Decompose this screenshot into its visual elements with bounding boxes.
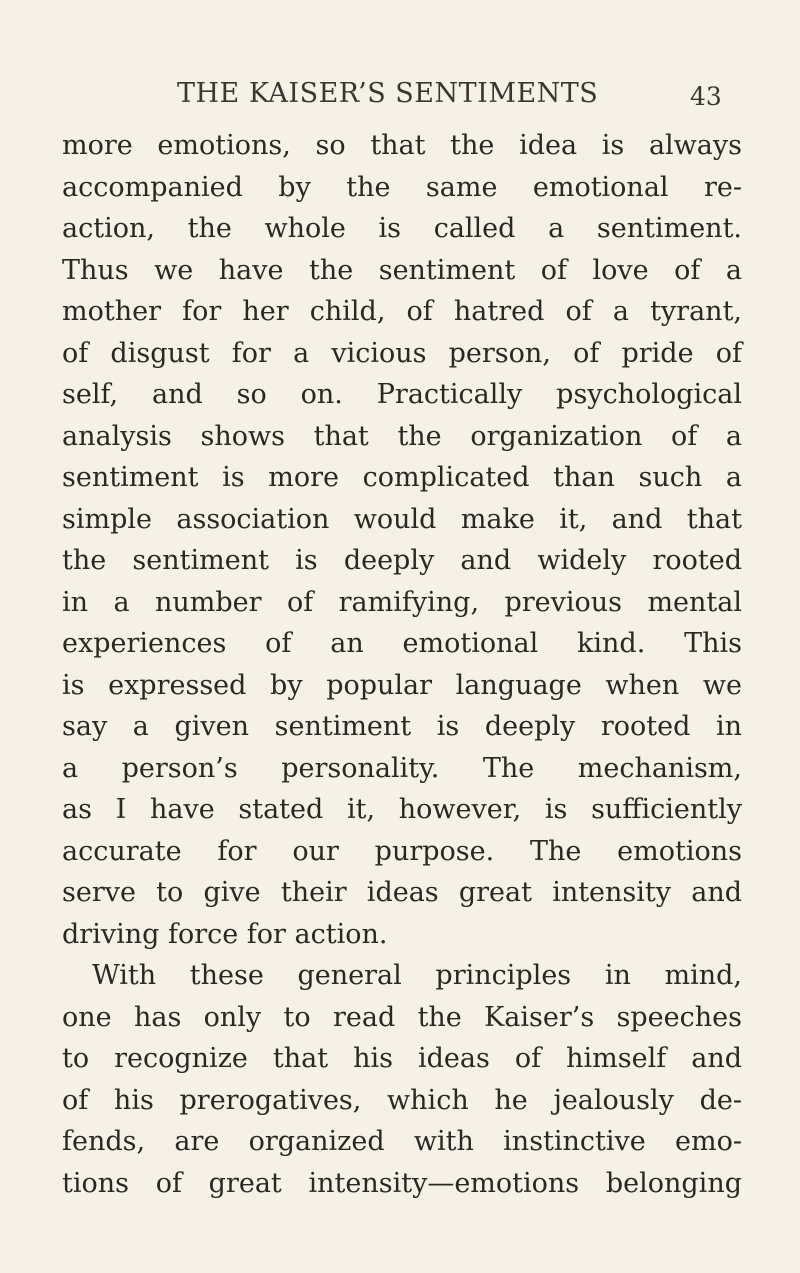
text-line: serve to give their ideas great intensity and (62, 877, 742, 908)
text-line: as I have stated it, however, is sufficiently (62, 794, 742, 825)
text-line: analysis shows that the organization of a (62, 420, 742, 452)
text-line: sentiment is more complicated than such a (62, 462, 742, 493)
running-head: THE KAISER’S SENTIMENTS (177, 78, 599, 109)
body-text (62, 125, 742, 1204)
text-line: more emotions, so that the idea is always (62, 130, 742, 161)
text-line: accompanied by the same emotional re- (62, 171, 742, 203)
text-line: self, and so on. Practically psychological (62, 379, 742, 410)
text-line: action, the whole is called a sentiment. (62, 213, 742, 244)
text-line: Thus we have the sentiment of love of a (62, 254, 742, 286)
text-line: in a number of ramifying, previous mental (62, 586, 742, 618)
text-line: simple association would make it, and that (62, 503, 742, 535)
text-line: tions of great intensity—emotions belonging (62, 1167, 742, 1199)
text-line: With these general principles in mind, (92, 960, 742, 991)
text-line: of disgust for a vicious person, of pride of (62, 337, 742, 369)
text-line: of his prerogatives, which he jealously de- (62, 1084, 742, 1116)
text-line: driving force for action. (62, 918, 388, 950)
text-line: mother for her child, of hatred of a tyrant, (62, 296, 742, 327)
text-line: experiences of an emotional kind. This (62, 628, 742, 659)
text-line: a person’s personality. The mechanism, (62, 752, 742, 784)
text-line: say a given sentiment is deeply rooted in (62, 711, 742, 742)
text-line: the sentiment is deeply and widely rooted (62, 545, 742, 576)
text-line: is expressed by popular language when we (62, 669, 742, 701)
text-line: one has only to read the Kaiser’s speeches (62, 1001, 742, 1033)
text-line: accurate for our purpose. The emotions (62, 835, 742, 867)
text-line: fends, are organized with instinctive emo- (62, 1126, 742, 1157)
page-number: 43 (690, 82, 722, 111)
text-line: to recognize that his ideas of himself and (62, 1043, 742, 1074)
